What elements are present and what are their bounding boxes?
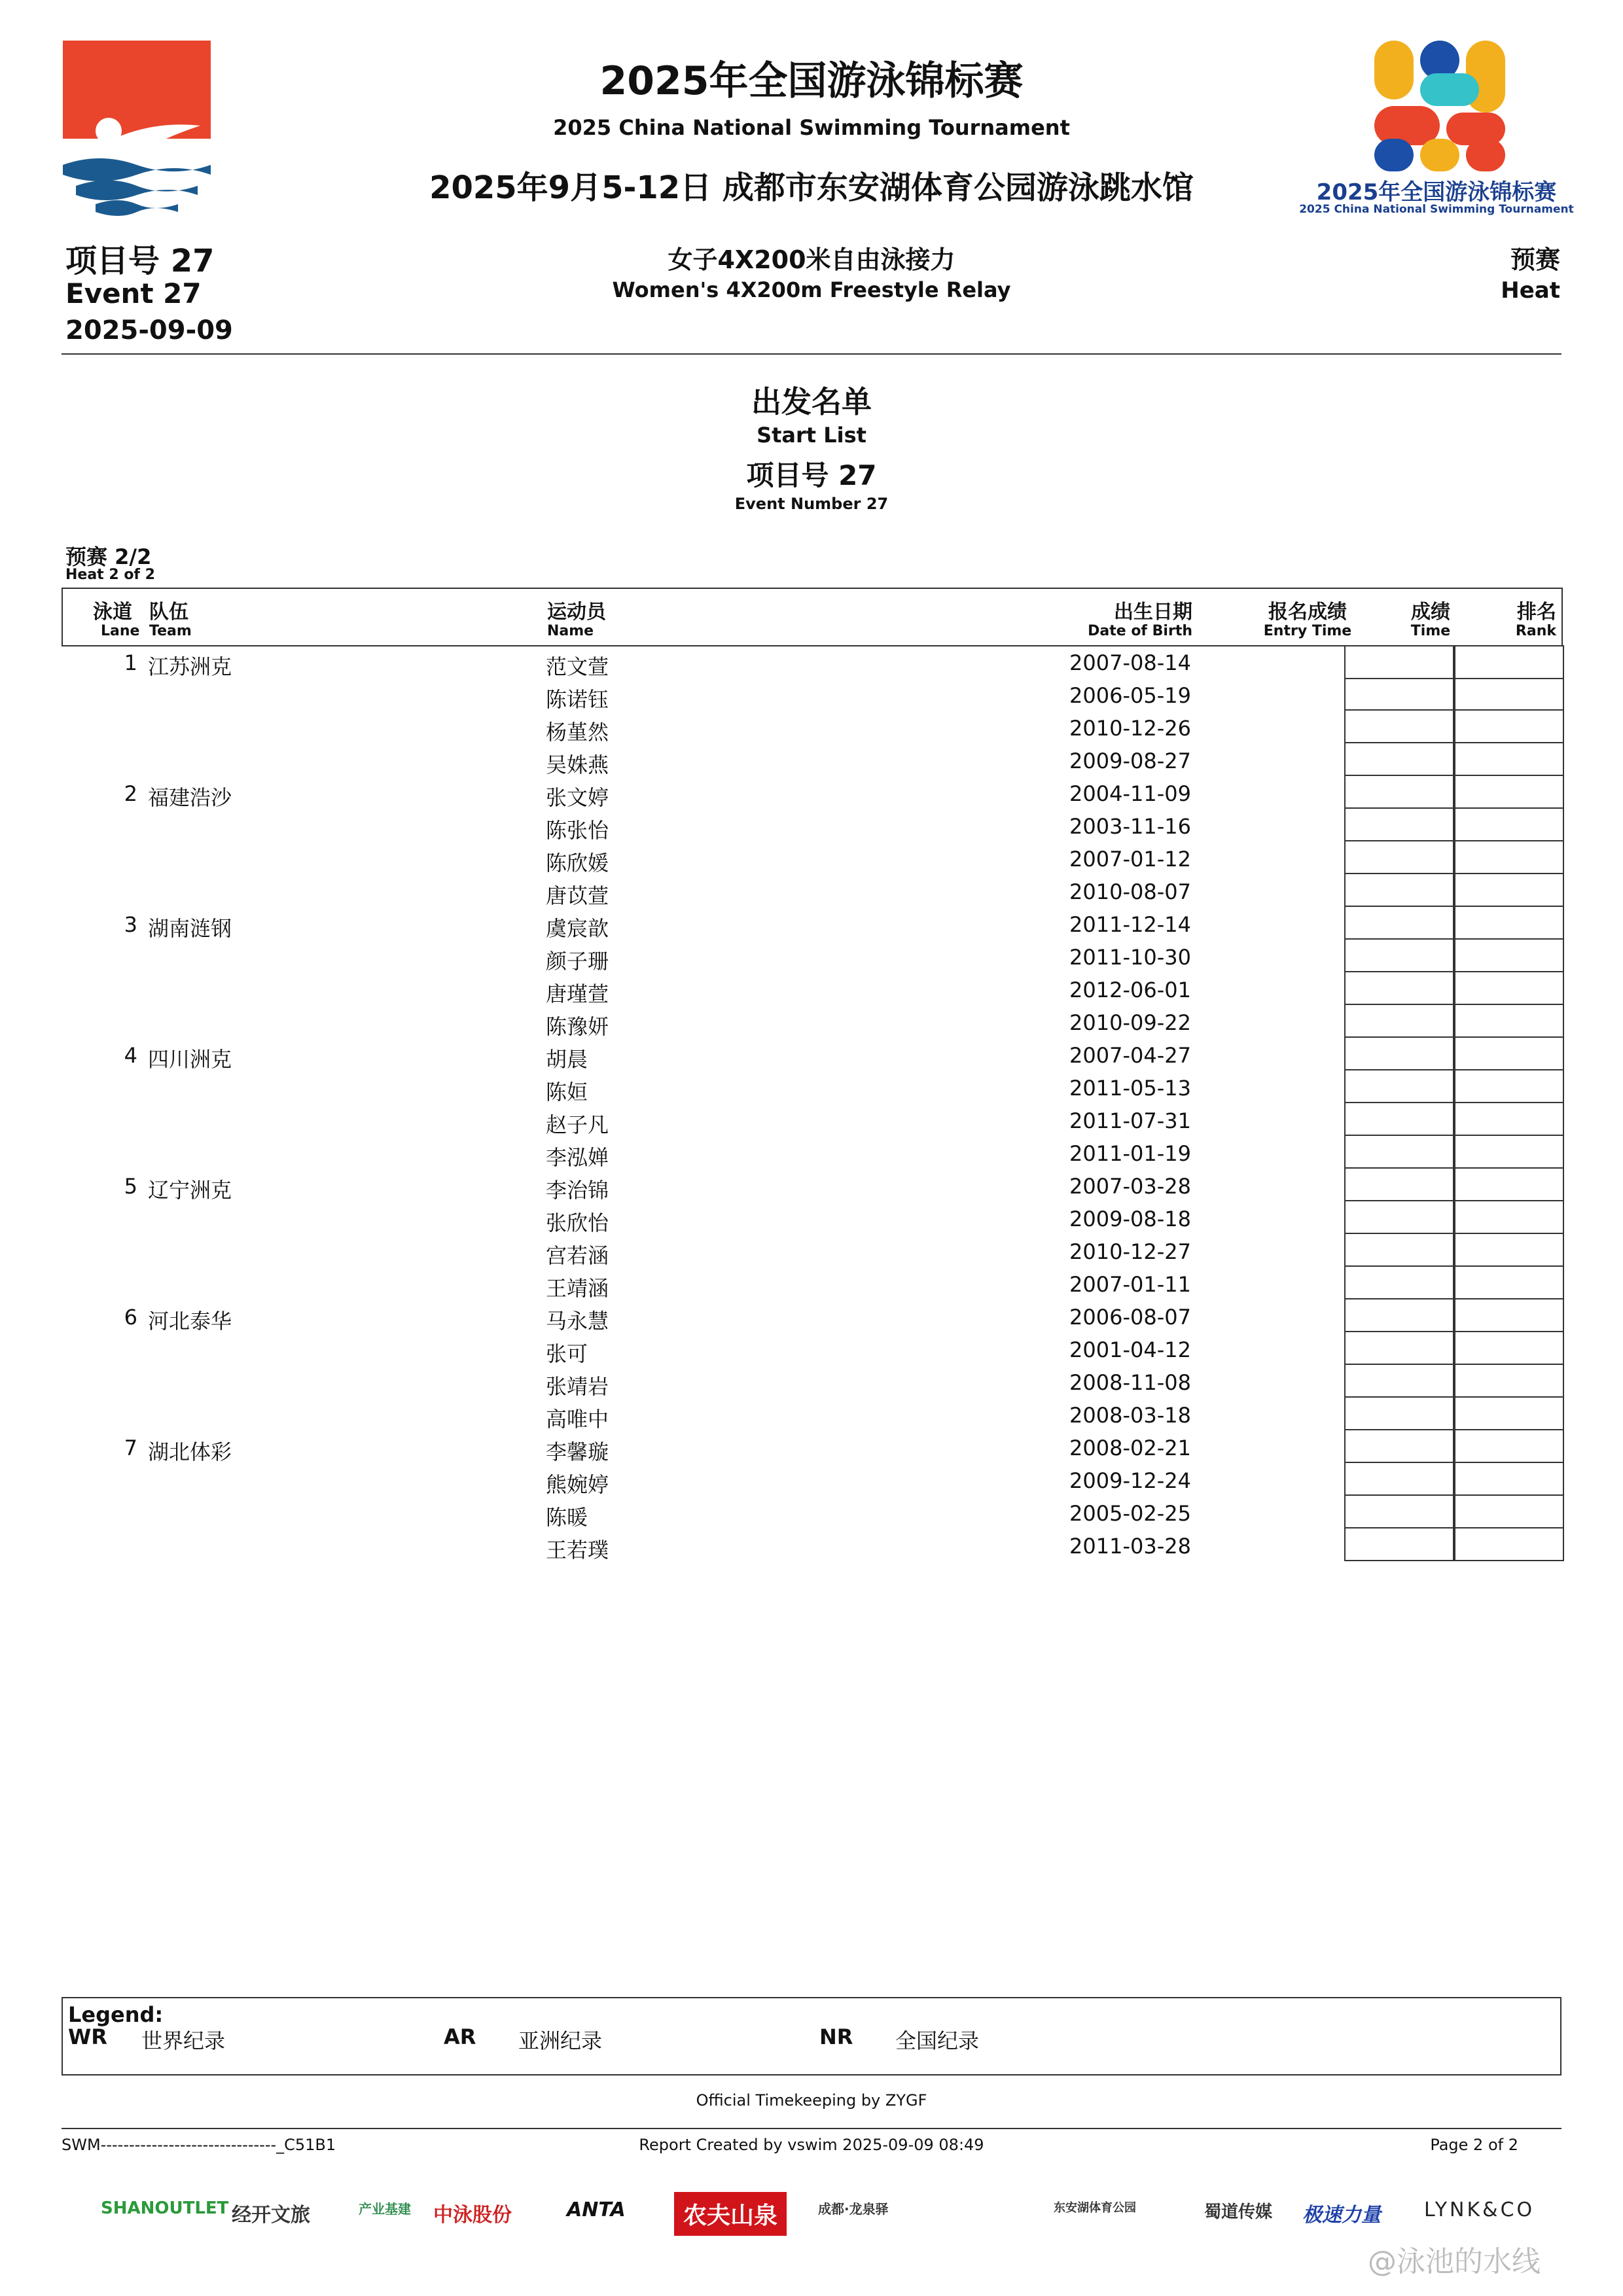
header-divider <box>62 353 1561 355</box>
table-row <box>0 1299 1623 1332</box>
date-of-birth: 2011-05-13 <box>1069 1076 1191 1101</box>
sponsor-logo: 极速力量 <box>1302 2204 1381 2227</box>
legend-label: 亚洲纪录 <box>518 2028 603 2053</box>
time-cell[interactable] <box>1344 1103 1455 1136</box>
timekeeping-note: Official Timekeeping by ZYGF <box>696 2091 927 2110</box>
date-of-birth: 2006-08-07 <box>1069 1305 1191 1330</box>
table-row <box>0 1005 1623 1038</box>
time-cell[interactable] <box>1344 907 1455 940</box>
table-row <box>0 972 1623 1005</box>
sponsor-logo: 中泳股份 <box>433 2204 512 2227</box>
athlete-name: 高唯中 <box>546 1407 609 1432</box>
team-name: 湖北体彩 <box>148 1439 232 1464</box>
date-of-birth: 2008-02-21 <box>1069 1436 1191 1460</box>
team-name: 江苏洲克 <box>148 654 232 679</box>
time-cell[interactable] <box>1344 1496 1455 1528</box>
col-entry-en: Entry Time <box>1263 623 1352 639</box>
athlete-name: 虞宸歆 <box>546 916 609 941</box>
date-of-birth: 2011-07-31 <box>1069 1108 1191 1133</box>
start-list-title-en: Start List <box>757 423 866 448</box>
table-row <box>0 1103 1623 1136</box>
time-cell[interactable] <box>1344 809 1455 841</box>
legend-code: NR <box>819 2024 853 2049</box>
table-row <box>0 743 1623 776</box>
lane-number: 3 <box>124 912 137 937</box>
athlete-name: 宫若涵 <box>546 1243 609 1268</box>
table-row <box>0 874 1623 907</box>
rank-cell[interactable] <box>1453 1103 1564 1136</box>
athlete-name: 陈姮 <box>546 1080 588 1104</box>
athlete-name: 王若璞 <box>546 1538 609 1563</box>
athlete-name: 颜子珊 <box>546 949 609 974</box>
date-of-birth: 2008-11-08 <box>1069 1370 1191 1395</box>
round-label-en: Heat <box>1501 277 1560 304</box>
rank-cell[interactable] <box>1453 1496 1564 1528</box>
athlete-name: 张靖岩 <box>546 1374 609 1399</box>
date-of-birth: 2004-11-09 <box>1069 781 1191 806</box>
table-row <box>0 1201 1623 1234</box>
time-cell[interactable] <box>1344 743 1455 776</box>
col-rank-cn: 排名 <box>1517 601 1556 624</box>
col-team-en: Team <box>149 623 192 639</box>
legend-box <box>62 1997 1561 2075</box>
legend-code: WR <box>68 2024 107 2049</box>
brand-title-cn: 2025年全国游泳锦标赛 <box>1316 179 1557 205</box>
footer-center: Report Created by vswim 2025-09-09 08:49 <box>639 2136 984 2154</box>
athlete-name: 范文萱 <box>546 654 609 679</box>
table-row <box>0 1332 1623 1365</box>
time-cell[interactable] <box>1344 1136 1455 1169</box>
sponsor-logo: LYNK&CO <box>1424 2199 1535 2221</box>
table-row <box>0 841 1623 874</box>
rank-cell[interactable] <box>1453 1528 1564 1561</box>
date-of-birth: 2008-03-18 <box>1069 1403 1191 1428</box>
rank-cell[interactable] <box>1453 1005 1564 1038</box>
race-name-cn: 女子4X200米自由泳接力 <box>668 245 955 274</box>
lane-number: 7 <box>124 1436 137 1460</box>
event-number-title-en: Event Number 27 <box>734 495 889 513</box>
rank-cell[interactable] <box>1453 1136 1564 1169</box>
time-cell[interactable] <box>1344 645 1455 679</box>
time-cell[interactable] <box>1344 1299 1455 1332</box>
date-of-birth: 2010-09-22 <box>1069 1010 1191 1035</box>
athlete-name: 陈诺钰 <box>546 687 609 712</box>
table-row <box>0 678 1623 711</box>
rank-cell[interactable] <box>1453 645 1564 679</box>
col-time-en: Time <box>1410 623 1451 639</box>
rank-cell[interactable] <box>1453 743 1564 776</box>
time-cell[interactable] <box>1344 1365 1455 1398</box>
rank-cell[interactable] <box>1453 874 1564 907</box>
date-of-birth: 2011-01-19 <box>1069 1141 1191 1166</box>
rank-cell[interactable] <box>1453 1332 1564 1365</box>
athlete-name: 杨堇然 <box>546 720 609 745</box>
heat-label-en: Heat 2 of 2 <box>65 567 155 583</box>
time-cell[interactable] <box>1344 1201 1455 1234</box>
col-team-cn: 队伍 <box>149 601 188 624</box>
time-cell[interactable] <box>1344 776 1455 809</box>
date-of-birth: 2009-12-24 <box>1069 1468 1191 1493</box>
time-cell[interactable] <box>1344 972 1455 1005</box>
date-of-birth: 2006-05-19 <box>1069 683 1191 708</box>
sponsor-logo: 产业基建 <box>359 2201 411 2217</box>
team-name: 湖南涟钢 <box>148 916 232 941</box>
rank-cell[interactable] <box>1453 1398 1564 1430</box>
table-header <box>62 588 1563 646</box>
time-cell[interactable] <box>1344 1234 1455 1267</box>
team-name: 四川洲克 <box>148 1047 232 1072</box>
rank-cell[interactable] <box>1453 711 1564 743</box>
time-cell[interactable] <box>1344 1430 1455 1463</box>
time-cell[interactable] <box>1344 1528 1455 1561</box>
time-cell[interactable] <box>1344 1038 1455 1070</box>
start-list-title-cn: 出发名单 <box>751 384 872 419</box>
date-of-birth: 2011-10-30 <box>1069 945 1191 970</box>
date-of-birth: 2011-03-28 <box>1069 1534 1191 1559</box>
table-row <box>0 1169 1623 1201</box>
athlete-name: 张文婷 <box>546 785 609 810</box>
page-title-en: 2025 China National Swimming Tournament <box>553 115 1070 140</box>
time-cell[interactable] <box>1344 1398 1455 1430</box>
time-cell[interactable] <box>1344 841 1455 874</box>
time-cell[interactable] <box>1344 1267 1455 1299</box>
team-name: 辽宁洲克 <box>148 1178 232 1203</box>
table-row <box>0 1398 1623 1430</box>
watermark: @泳池的水线 <box>1368 2245 1541 2278</box>
athlete-name: 陈张怡 <box>546 818 609 843</box>
rank-cell[interactable] <box>1453 972 1564 1005</box>
rank-cell[interactable] <box>1453 1463 1564 1496</box>
table-row <box>0 809 1623 841</box>
sponsor-logo: 成都·龙泉驿 <box>818 2201 889 2217</box>
col-dob-cn: 出生日期 <box>1114 601 1192 624</box>
athlete-name: 赵子凡 <box>546 1112 609 1137</box>
date-of-birth: 2001-04-12 <box>1069 1337 1191 1362</box>
athlete-name: 唐苡萱 <box>546 883 609 908</box>
athlete-name: 张欣怡 <box>546 1210 609 1235</box>
table-row <box>0 1267 1623 1299</box>
rank-cell[interactable] <box>1453 1038 1564 1070</box>
date-of-birth: 2010-12-26 <box>1069 716 1191 741</box>
athlete-name: 李治锦 <box>546 1178 609 1203</box>
venue-line: 2025年9月5-12日 成都市东安湖体育公园游泳跳水馆 <box>429 169 1194 206</box>
col-lane-cn: 泳道 <box>93 601 132 624</box>
athlete-name: 李馨璇 <box>546 1439 609 1464</box>
legend-label: 全国纪录 <box>895 2028 980 2053</box>
rank-cell[interactable] <box>1453 907 1564 940</box>
event-number-cn: 项目号 27 <box>65 243 215 279</box>
event-logo <box>63 41 211 217</box>
athlete-name: 陈豫妍 <box>546 1014 609 1039</box>
time-cell[interactable] <box>1344 1070 1455 1103</box>
athlete-name: 胡晨 <box>546 1047 588 1072</box>
time-cell[interactable] <box>1344 874 1455 907</box>
col-lane-en: Lane <box>101 623 140 639</box>
table-row <box>0 1038 1623 1070</box>
footer-page: Page 2 of 2 <box>1430 2136 1518 2154</box>
table-row <box>0 940 1623 972</box>
table-row <box>0 645 1623 678</box>
table-row <box>0 1430 1623 1463</box>
col-entry-cn: 报名成绩 <box>1268 601 1347 624</box>
date-of-birth: 2003-11-16 <box>1069 814 1191 839</box>
legend-label: 世界纪录 <box>141 2028 226 2053</box>
date-of-birth: 2007-04-27 <box>1069 1043 1191 1068</box>
time-cell[interactable] <box>1344 1005 1455 1038</box>
athlete-name: 马永慧 <box>546 1309 609 1333</box>
rank-cell[interactable] <box>1453 1201 1564 1234</box>
table-row <box>0 1496 1623 1528</box>
legend-title: Legend: <box>68 2002 164 2027</box>
athlete-name: 熊婉婷 <box>546 1472 609 1497</box>
rank-cell[interactable] <box>1453 1267 1564 1299</box>
team-name: 河北泰华 <box>148 1309 232 1333</box>
time-cell[interactable] <box>1344 1463 1455 1496</box>
table-row <box>0 1234 1623 1267</box>
rank-cell[interactable] <box>1453 1169 1564 1201</box>
athlete-name: 陈欣媛 <box>546 851 609 875</box>
date-of-birth: 2011-12-14 <box>1069 912 1191 937</box>
rank-cell[interactable] <box>1453 940 1564 972</box>
footer-divider <box>62 2128 1561 2129</box>
date-of-birth: 2009-08-27 <box>1069 749 1191 773</box>
page-title-cn: 2025年全国游泳锦标赛 <box>599 58 1024 104</box>
athlete-name: 王靖涵 <box>546 1276 609 1301</box>
table-row <box>0 776 1623 809</box>
rank-cell[interactable] <box>1453 1234 1564 1267</box>
rank-cell[interactable] <box>1453 1299 1564 1332</box>
rank-cell[interactable] <box>1453 1070 1564 1103</box>
table-row <box>0 1463 1623 1496</box>
table-row <box>0 1365 1623 1398</box>
date-of-birth: 2010-08-07 <box>1069 879 1191 904</box>
sponsor-logo: 东安湖体育公园 <box>1054 2201 1136 2215</box>
footer-left: SWM-------------------------------_C51B1 <box>62 2136 336 2154</box>
col-rank-en: Rank <box>1515 623 1556 639</box>
tournament-brand-logo <box>1374 41 1505 171</box>
event-date: 2025-09-09 <box>65 315 233 345</box>
sponsor-logo: 蜀道传媒 <box>1204 2202 1273 2222</box>
col-name-en: Name <box>547 623 594 639</box>
athlete-name: 张可 <box>546 1341 588 1366</box>
date-of-birth: 2007-01-11 <box>1069 1272 1191 1297</box>
athlete-name: 唐瑾萱 <box>546 981 609 1006</box>
date-of-birth: 2007-03-28 <box>1069 1174 1191 1199</box>
col-dob-en: Date of Birth <box>1088 623 1192 639</box>
sponsor-logo: 农夫山泉 <box>674 2192 787 2236</box>
table-row <box>0 1528 1623 1561</box>
lane-number: 2 <box>124 781 137 806</box>
athlete-name: 李泓婵 <box>546 1145 609 1170</box>
lane-number: 6 <box>124 1305 137 1330</box>
time-cell[interactable] <box>1344 678 1455 711</box>
athlete-name: 陈暖 <box>546 1505 588 1530</box>
team-name: 福建浩沙 <box>148 785 232 810</box>
table-row <box>0 1070 1623 1103</box>
rank-cell[interactable] <box>1453 841 1564 874</box>
lane-number: 1 <box>124 650 137 675</box>
table-row <box>0 1136 1623 1169</box>
rank-cell[interactable] <box>1453 809 1564 841</box>
lane-number: 5 <box>124 1174 137 1199</box>
sponsor-logo: SHANOUTLET <box>101 2199 229 2218</box>
rank-cell[interactable] <box>1453 776 1564 809</box>
race-name-en: Women's 4X200m Freestyle Relay <box>612 277 1011 302</box>
date-of-birth: 2007-01-12 <box>1069 847 1191 872</box>
time-cell[interactable] <box>1344 1169 1455 1201</box>
time-cell[interactable] <box>1344 711 1455 743</box>
rank-cell[interactable] <box>1453 678 1564 711</box>
sponsor-logo: 经开文旅 <box>232 2204 310 2227</box>
date-of-birth: 2009-08-18 <box>1069 1207 1191 1231</box>
legend-code: AR <box>444 2024 476 2049</box>
rank-cell[interactable] <box>1453 1365 1564 1398</box>
event-number-title-cn: 项目号 27 <box>746 459 877 491</box>
date-of-birth: 2007-08-14 <box>1069 650 1191 675</box>
sponsor-logo: ANTA <box>567 2199 626 2221</box>
table-row <box>0 907 1623 940</box>
heat-label-cn: 预赛 2/2 <box>65 544 152 569</box>
time-cell[interactable] <box>1344 1332 1455 1365</box>
date-of-birth: 2010-12-27 <box>1069 1239 1191 1264</box>
col-time-cn: 成绩 <box>1411 601 1450 624</box>
lane-number: 4 <box>124 1043 137 1068</box>
table-row <box>0 711 1623 743</box>
date-of-birth: 2012-06-01 <box>1069 978 1191 1002</box>
round-label-cn: 预赛 <box>1510 245 1560 274</box>
rank-cell[interactable] <box>1453 1430 1564 1463</box>
athlete-name: 吴姝燕 <box>546 752 609 777</box>
col-name-cn: 运动员 <box>547 601 606 624</box>
time-cell[interactable] <box>1344 940 1455 972</box>
date-of-birth: 2005-02-25 <box>1069 1501 1191 1526</box>
event-number-en: Event 27 <box>65 277 202 309</box>
brand-title-en: 2025 China National Swimming Tournament <box>1299 203 1574 216</box>
